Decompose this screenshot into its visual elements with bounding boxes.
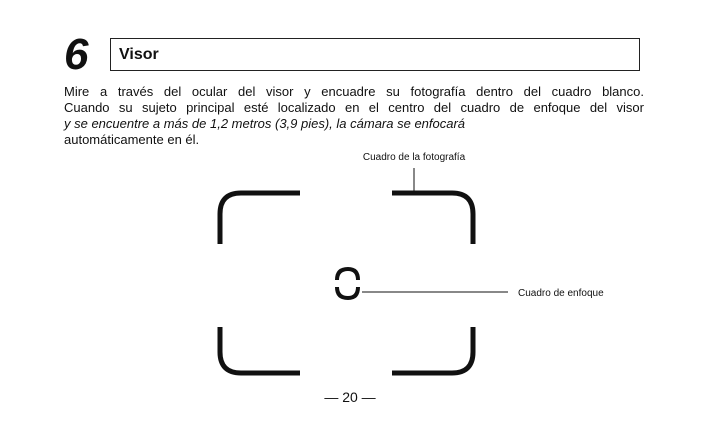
focus-frame-label: Cuadro de enfoque [518, 288, 604, 299]
section-title: Visor [119, 46, 159, 63]
photo-frame-corner-bottom-right [392, 327, 473, 373]
photo-frame-corner-top-right [392, 193, 473, 244]
paragraph-line-4: automáticamente en él. [64, 132, 200, 147]
photo-frame-label: Cuadro de la fotografía [362, 152, 466, 163]
photo-frame-corner-top-left [220, 193, 300, 244]
section-number: 6 [64, 30, 89, 79]
paragraph-line-1: Mire a través del ocular del visor y encuadre su fotografía dentro del cuadro blanco. [64, 84, 644, 99]
paragraph-line-3: y se encuentre a más de 1,2 metros (3,9 pies), la cámara se enfocará [64, 116, 466, 131]
focus-frame-top [337, 269, 358, 280]
page-number: — 20 — [324, 389, 376, 405]
paragraph-line-2: Cuando su sujeto principal esté localizado en el centro del cuadro de enfoque del visor [64, 100, 644, 115]
photo-frame-corner-bottom-left [220, 327, 300, 373]
focus-frame-bottom [337, 287, 358, 298]
